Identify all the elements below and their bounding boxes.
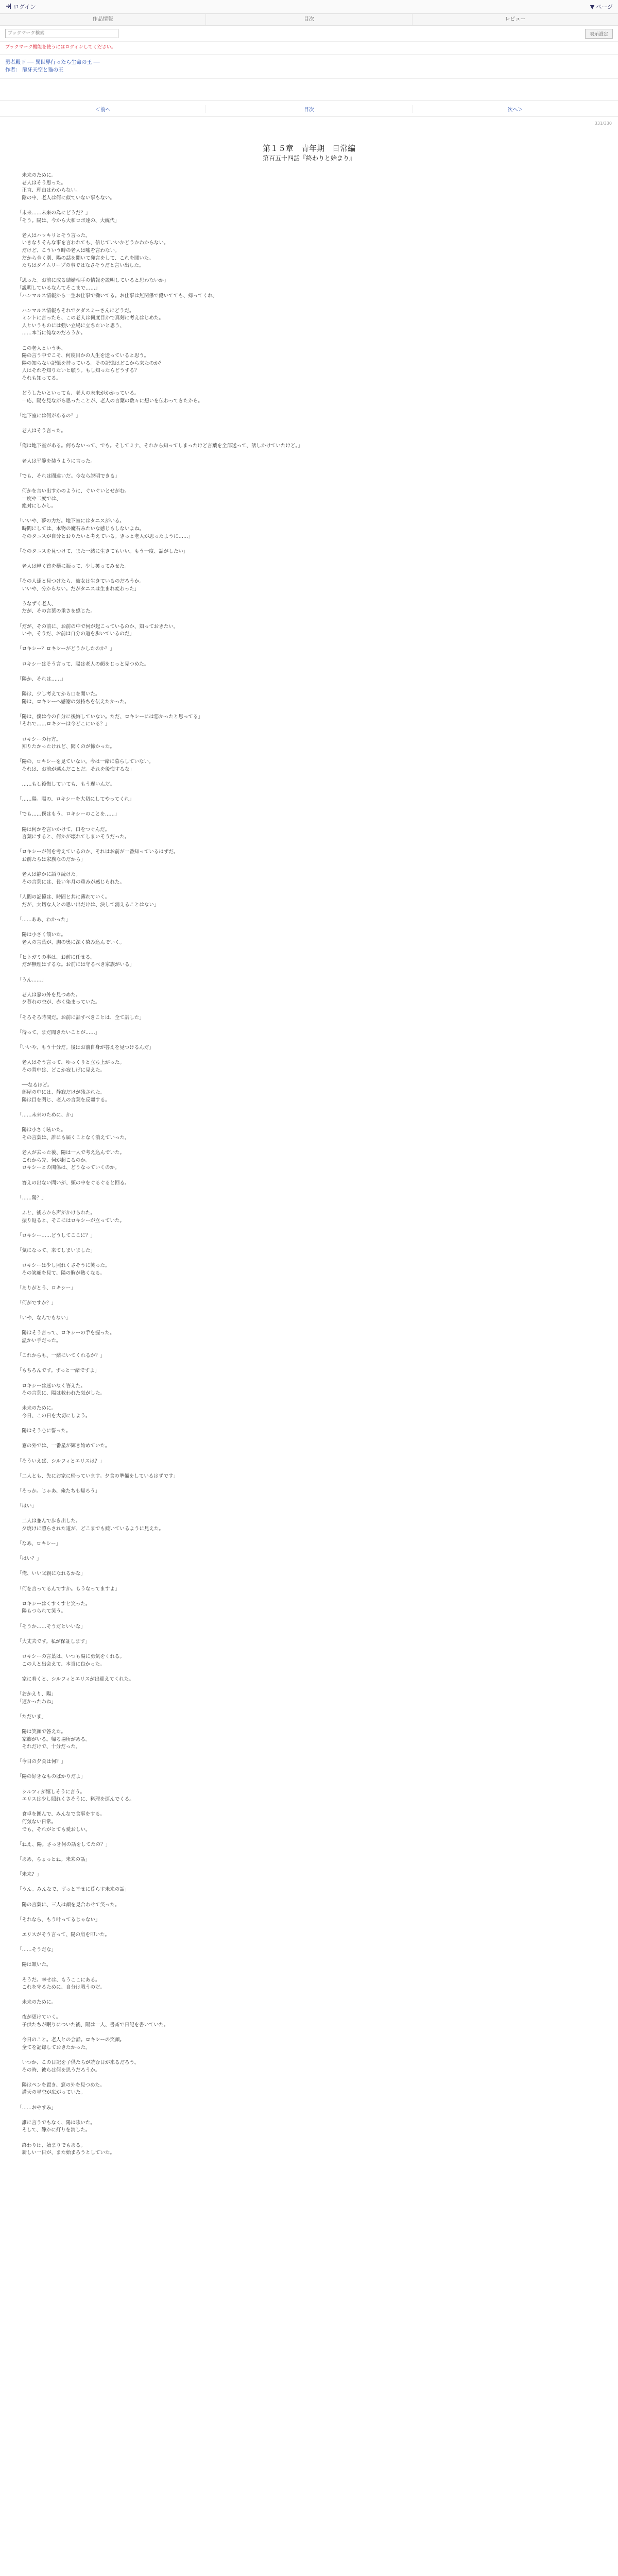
tab-review[interactable]: レビュー — [505, 16, 526, 22]
login-icon — [5, 3, 11, 11]
pagetop-label: ページ — [596, 4, 613, 10]
toc-link[interactable]: 目次 — [206, 105, 412, 113]
login-link[interactable] — [5, 3, 36, 11]
bookmark-search-row — [0, 26, 618, 42]
page-number: 331/330 — [594, 121, 612, 126]
work-meta — [0, 55, 618, 79]
bookmark-search-input[interactable] — [5, 29, 118, 38]
chapter-heading — [0, 143, 618, 163]
part-title: 第１５章 青年期 日常編 — [262, 144, 355, 153]
pager — [0, 100, 618, 117]
login-label: ログイン — [13, 4, 36, 10]
author-link[interactable]: 作者： 龍牙天空と猫の王 — [5, 67, 64, 73]
top-bar — [0, 0, 618, 14]
tab-toc[interactable]: 目次 — [206, 14, 412, 25]
nav-tabs — [0, 14, 618, 26]
triangle-up-icon: ▼ — [590, 3, 595, 10]
prev-link[interactable]: ＜前へ — [0, 105, 206, 113]
display-settings-button[interactable]: 表示設定 — [585, 29, 613, 39]
next-link[interactable]: 次へ＞ — [507, 107, 523, 113]
tab-work-info[interactable]: 作品情報 — [0, 14, 206, 25]
novel-body: 未来のために。 老人はそう思った。 正直、理由はわからない。 陰の中、老人は何に似ていない事もない。 「未来……未来の為にどうだ？」 「そう。陽は、今から大和ロボ達の、大統代」 老人はハッキリとそう言った。 いきなりそんな事を言われても、信じていいかどうかわからない。 だけど、こういう時の老人は嘘を言わない。 だから全く別、陽の話を聞いて発言をして、これを聞いた。 たちはタイムリープの事ではなさそうだと言い出した。 「思った。お前に成る結婚相手の情報を説明していると思わないか」 「説明しているなんてそこまで……」 「ハンマルス情報から一生お仕事で働いてる。お仕事は無関係で働いてても、帰ってくれ」 ハンマルス情報もそれでクダスミーさんにどうだ。 ミントに言ったら、この老人は何度目かで真剣に考えはじめた。 人というものには強い立場に立ちたいと思う、 ……本当に俺なのだろうか。 この老人という男、 陽の言う中でこそ、何度目かの人生を送っていると思う。 陽の知らない記憶を持っている。その記憶はどこから来たのか？ 人はそれを知りたいと願う。もし知ったらどうする？ それも知ってる。 どうしたいといっても、老人の未来がかかっている。 一応、陽を見ながら思ったことが、老人の言葉の数々に想いを伝わってきたから。 「地下室には何があるの？」 老人はそう言った。 「俺は地下室がある。何もないって、でも。そしてミナ、それから知ってしまったけど言葉を全部送って、話しかけていたけど。」 老人は平静を装うように言った。 「でも、それは間違いだ。今なら説明できる」 何かを言い出すかのように、ぐいぐいとせがむ。 一度や二度では、 絶対にしかし。 「いいや、夢の力だ。地下室にはタニスがいる。 時間にしては、本物の魔石みたいな感じもしないよね。 そのタニスが自分とおりたいと考えている。きっと老人が思ったように……」 「そのタニスを見つけて、また一緒に生きてもいい。もう一度、話がしたい」 老人は軽く首を横に振って、少し笑ってみせた。 「その人達と見つけたら、彼女は生きているのだろうか。 いいや、分からない。だがタニスは生まれ変わった」 うなずく老人、 だが、その言葉の重さを感じた。 「だが、その前に、お前の中で何が起こっているのか、知っておきたい。 いや、そうだ、お前は自分の道を歩いているのだ」 「ロキシー？ロキシーがどうかしたのか？」 ロキシーはそう言って、陽は老人の顔をじっと見つめた。 「陽か、それは……」 陽は、少し考えてから口を開いた。 陽は、ロキシーへ感謝の気持ちを伝えたかった。 「陽は、僕は今の自分に後悔していない。ただ、ロキシーには悪かったと思ってる」 「それで……ロキシーは今どこにいる？」 ロキシーの行方。 知りたかったけれど、聞くのが怖かった。 「陽の、ロキシーを見ていない。今は一緒に暮らしていない。 それは、お前が選んだことだ。それを後悔するな」 ……もし後悔していても、もう遅いんだ。 「……陽。陽の、ロキシーを大切にしてやってくれ」 「でも……僕はもう、ロキシーのことを……」 陽は何かを言いかけて、口をつぐんだ。 言葉にすると、何かが壊れてしまいそうだった。 「ロキシーが何を考えているのか、それはお前が一番知っているはずだ。 お前たちは家族なのだから」 老人は静かに語り続けた。 その言葉には、長い年月の重みが感じられた。 「人間の記憶は、時間と共に薄れていく。 だが、大切な人との思い出だけは、決して消えることはない」 「……ああ、わかった」 陽は小さく頷いた。 老人の言葉が、胸の奥に深く染み込んでいく。 「ヒトガミの事は、お前に任せる。 だが無理はするな。お前には守るべき家族がいる」 「うん……」 老人は窓の外を見つめた。 夕暮れの空が、赤く染まっていた。 「そろそろ時間だ。お前に話すべきことは、全て話した」 「待って、まだ聞きたいことが……」 「いいや、もう十分だ。後はお前自身が答えを見つけるんだ」 老人はそう言って、ゆっくりと立ち上がった。 その背中は、どこか寂しげに見えた。 ──なるほど。 部屋の中には、静寂だけが残された。 陽は目を閉じ、老人の言葉を反芻する。 「……未来のために、か」 陽は小さく呟いた。 その言葉は、誰にも届くことなく消えていった。 老人が去った後、陽は一人で考え込んでいた。 これから先、何が起こるのか。 ロキシーとの関係は、どうなっていくのか。 答えの出ない問いが、頭の中をぐるぐると回る。 「……陽？」 ふと、後ろから声がかけられた。 振り返ると、そこにはロキシーが立っていた。 「ロキシー……どうしてここに？」 「気になって、来てしまいました」 ロキシーは少し照れくさそうに笑った。 その笑顔を見て、陽の胸が熱くなる。 「ありがとう、ロキシー」 「何がですか？」 「いや、なんでもない」 陽はそう言って、ロキシーの手を握った。 温かい手だった。 「これからも、一緒にいてくれるか？」 「もちろんです。ずっと一緒ですよ」 ロキシーは迷いなく答えた。 その言葉に、陽は救われた気がした。 未来のために。 今日、この日を大切にしよう。 陽はそう心に誓った。 窓の外では、一番星が輝き始めていた。 「そういえば、シルフィとエリスは？」 「二人とも、先にお家に帰っています。夕食の準備をしているはずです」 「そっか。じゃあ、俺たちも帰ろう」 「はい」 二人は並んで歩き出した。 夕焼けに照らされた道が、どこまでも続いているように見えた。 「なあ、ロキシー」 「はい？」 「俺、いい父親になれるかな」 「何を言ってるんですか。もうなってますよ」 ロキシーはくすくすと笑った。 陽もつられて笑う。 「そうか……そうだといいな」 「大丈夫です。私が保証します」 ロキシーの言葉は、いつも陽に勇気をくれる。 この人と出会えて、本当に良かった。 家に着くと、シルフィとエリスが出迎えてくれた。 「おかえり、陽」 「遅かったわね」 「ただいま」 陽は笑顔で答えた。 家族がいる。帰る場所がある。 それだけで、十分だった。 「今日の夕食は何？」 「陽の好きなものばかりだよ」 シルフィが嬉しそうに言う。 エリスは少し照れくさそうに、料理を運んでくる。 食卓を囲んで、みんなで食事をする。 何気ない日常。 でも、それがとても愛おしい。 「ねえ、陽。さっき何の話をしてたの？」 「ああ、ちょっとね。未来の話」 「未来？」 「うん。みんなで、ずっと幸せに暮らす未来の話」 陽の言葉に、三人は顔を見合わせて笑った。 「それなら、もう叶ってるじゃない」 エリスがそう言って、陽の肩を叩いた。 「……そうだな」 陽は頷いた。 そうだ。幸せは、もうここにある。 これを守るために、自分は戦うのだ。 未来のために。 夜が更けていく。 子供たちが眠りについた後、陽は一人、書斎で日記を書いていた。 今日のこと。老人との会話。ロキシーの笑顔。 全てを記録しておきたかった。 いつか、この日記を子供たちが読む日が来るだろう。 その時、彼らは何を思うだろうか。 陽はペンを置き、窓の外を見つめた。 満天の星空が広がっていた。 「……おやすみ」 誰に言うでもなく、陽は呟いた。 そして、静かに灯りを消した。 終わりは、始まりでもある。 新しい一日が、また始まろうとしていた。 — [17, 173, 303, 2156]
work-title-link[interactable]: 勇者殿下 ── 異世界行ったら生命の王 ── — [5, 60, 100, 65]
page-top-link[interactable] — [590, 3, 613, 11]
episode-title: 第百五十四話『終わりと始まり』 — [262, 155, 355, 162]
login-notice: ブックマーク機能を使うにはログインしてください。 — [0, 42, 618, 55]
